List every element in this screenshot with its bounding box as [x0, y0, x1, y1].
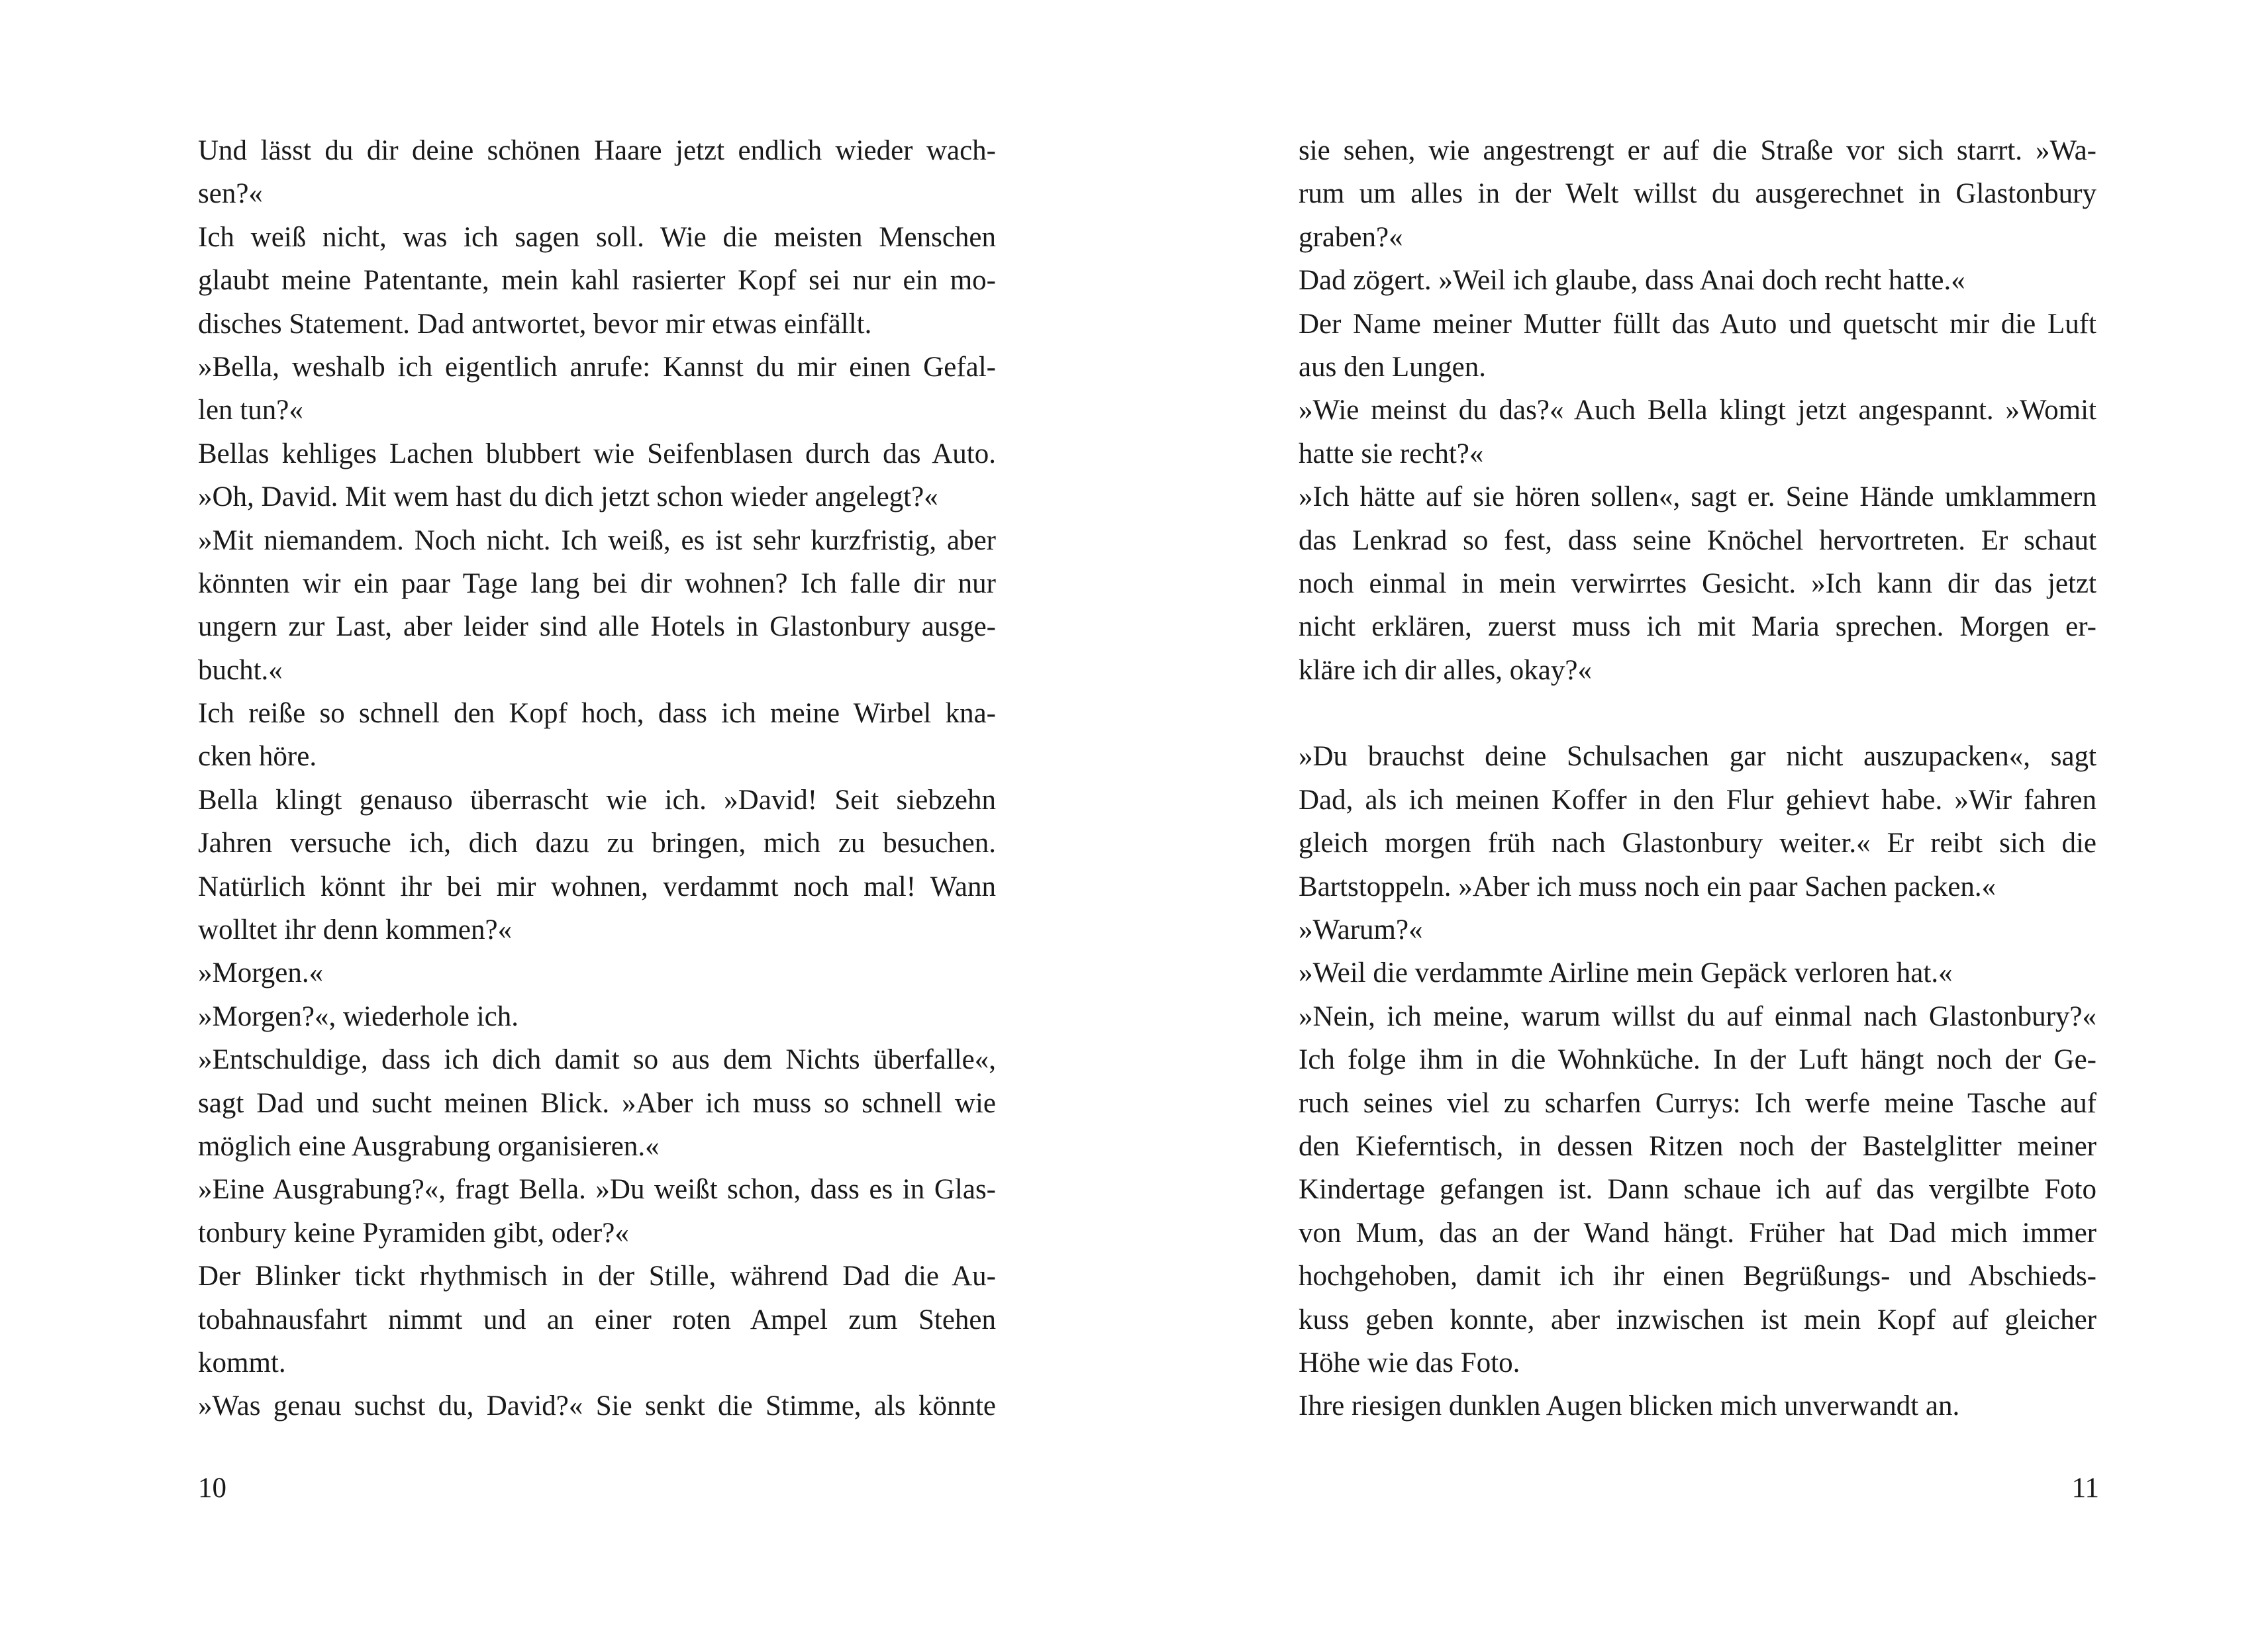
text-line: len tun?« [198, 395, 303, 426]
text-line: von Mum, das an der Wand hängt. Früher hat Dad mich immer [1299, 1217, 2096, 1249]
text-line: wolltet ihr denn kommen?« [198, 914, 513, 946]
text-line: Bella klingt genauso überrascht wie ich. »David! Seit siebzehn [198, 784, 996, 816]
text-line: »Entschuldige, dass ich dich damit so aus dem Nichts überfalle«, [198, 1044, 996, 1076]
text-line: Ich folge ihm in die Wohnküche. In der Luft hängt noch der Ge- [1299, 1044, 2096, 1076]
text-line: Der Blinker tickt rhythmisch in der Stille, während Dad die Au- [198, 1261, 996, 1292]
text-line: Dad zögert. »Weil ich glaube, dass Anai doch recht hatte.« [1299, 265, 1965, 297]
text-line [1299, 692, 2096, 735]
text-line: kläre ich dir alles, okay?« [1299, 654, 1592, 686]
text-line: »Weil die verdammte Airline mein Gepäck verloren hat.« [1299, 957, 1953, 989]
text-line: hatte sie recht?« [1299, 438, 1484, 469]
right-page-text [1299, 129, 2096, 1428]
text-line: sen?« [198, 178, 263, 210]
text-line: möglich eine Ausgrabung organisieren.« [198, 1130, 660, 1162]
text-line: »Warum?« [1299, 914, 1423, 946]
left-page-number: 10 [198, 1473, 226, 1504]
right-page-number: 11 [2071, 1473, 2099, 1504]
text-line: Bellas kehliges Lachen blubbert wie Seifenblasen durch das Auto. [198, 438, 996, 469]
text-line: das Lenkrad so fest, dass seine Knöchel hervortreten. Er schaut [1299, 524, 2096, 556]
text-line: den Kieferntisch, in dessen Ritzen noch der Bastelglitter meiner [1299, 1130, 2096, 1162]
text-line: kuss geben konnte, aber inzwischen ist mein Kopf auf gleicher [1299, 1304, 2096, 1335]
text-line: hochgehoben, damit ich ihr einen Begrüßungs- und Abschieds- [1299, 1261, 2096, 1292]
text-line: aus den Lungen. [1299, 351, 1487, 383]
text-line: »Eine Ausgrabung?«, fragt Bella. »Du weißt schon, dass es in Glas- [198, 1174, 996, 1206]
text-line: Der Name meiner Mutter füllt das Auto und quetscht mir die Luft [1299, 308, 2096, 340]
text-line: rum um alles in der Welt willst du ausgerechnet in Glastonbury [1299, 178, 2096, 210]
text-line: kommt. [198, 1347, 286, 1378]
text-line: ruch seines viel zu scharfen Currys: Ich werfe meine Tasche auf [1299, 1087, 2096, 1119]
text-line: Höhe wie das Foto. [1299, 1347, 1520, 1378]
text-line: »Du brauchst deine Schulsachen gar nicht auszupacken«, sagt [1299, 741, 2096, 773]
text-line: noch einmal in mein verwirrtes Gesicht. »Ich kann dir das jetzt [1299, 567, 2096, 599]
text-line: »Nein, ich meine, warum willst du auf einmal nach Glastonbury?« [1299, 1000, 2096, 1032]
text-line: Kindertage gefangen ist. Dann schaue ich auf das vergilbte Foto [1299, 1174, 2096, 1206]
text-line: disches Statement. Dad antwortet, bevor mir etwas einfällt. [198, 308, 872, 340]
text-line: gleich morgen früh nach Glastonbury weiter.« Er reibt sich die [1299, 828, 2096, 859]
text-line: »Was genau suchst du, David?« Sie senkt die Stimme, als könnte [198, 1390, 996, 1422]
text-line: nicht erklären, zuerst muss ich mit Maria sprechen. Morgen er- [1299, 611, 2096, 643]
text-line: »Wie meinst du das?« Auch Bella klingt jetzt angespannt. »Womit [1299, 395, 2096, 426]
text-line: tonbury keine Pyramiden gibt, oder?« [198, 1217, 629, 1249]
text-line: bucht.« [198, 654, 283, 686]
text-line: Bartstoppeln. »Aber ich muss noch ein paar Sachen packen.« [1299, 871, 1997, 902]
text-line: »Morgen?«, wiederhole ich. [198, 1000, 519, 1032]
text-line: Jahren versuche ich, dich dazu zu bringen, mich zu besuchen. [198, 828, 996, 859]
text-line: tobahnausfahrt nimmt und an einer roten Ampel zum Stehen [198, 1304, 996, 1335]
text-line: »Bella, weshalb ich eigentlich anrufe: Kannst du mir einen Gefal- [198, 351, 996, 383]
text-line: »Oh, David. Mit wem hast du dich jetzt schon wieder angelegt?« [198, 481, 938, 513]
text-line: sie sehen, wie angestrengt er auf die Straße vor sich starrt. »Wa- [1299, 135, 2096, 166]
text-line: ungern zur Last, aber leider sind alle Hotels in Glastonbury ausge- [198, 611, 996, 643]
text-line: glaubt meine Patentante, mein kahl rasierter Kopf sei nur ein mo- [198, 265, 996, 297]
text-line: Dad, als ich meinen Koffer in den Flur gehievt habe. »Wir fahren [1299, 784, 2096, 816]
text-line: »Ich hätte auf sie hören sollen«, sagt er. Seine Hände umklammern [1299, 481, 2096, 513]
text-line: Ihre riesigen dunklen Augen blicken mich unverwandt an. [1299, 1390, 1960, 1422]
text-line: Natürlich könnt ihr bei mir wohnen, verdammt noch mal! Wann [198, 871, 996, 902]
text-line: Ich reiße so schnell den Kopf hoch, dass ich meine Wirbel kna- [198, 698, 996, 730]
text-line: Ich weiß nicht, was ich sagen soll. Wie die meisten Menschen [198, 221, 996, 253]
text-line: könnten wir ein paar Tage lang bei dir wohnen? Ich falle dir nur [198, 567, 996, 599]
text-line: sagt Dad und sucht meinen Blick. »Aber ich muss so schnell wie [198, 1087, 996, 1119]
text-line: graben?« [1299, 221, 1403, 253]
text-line: »Morgen.« [198, 957, 324, 989]
text-line: »Mit niemandem. Noch nicht. Ich weiß, es ist sehr kurzfristig, aber [198, 524, 996, 556]
left-page-text [198, 129, 996, 1428]
text-line: cken höre. [198, 741, 317, 773]
right-page [1134, 0, 2267, 1642]
text-line: Und lässt du dir deine schönen Haare jetzt endlich wieder wach- [198, 135, 996, 166]
